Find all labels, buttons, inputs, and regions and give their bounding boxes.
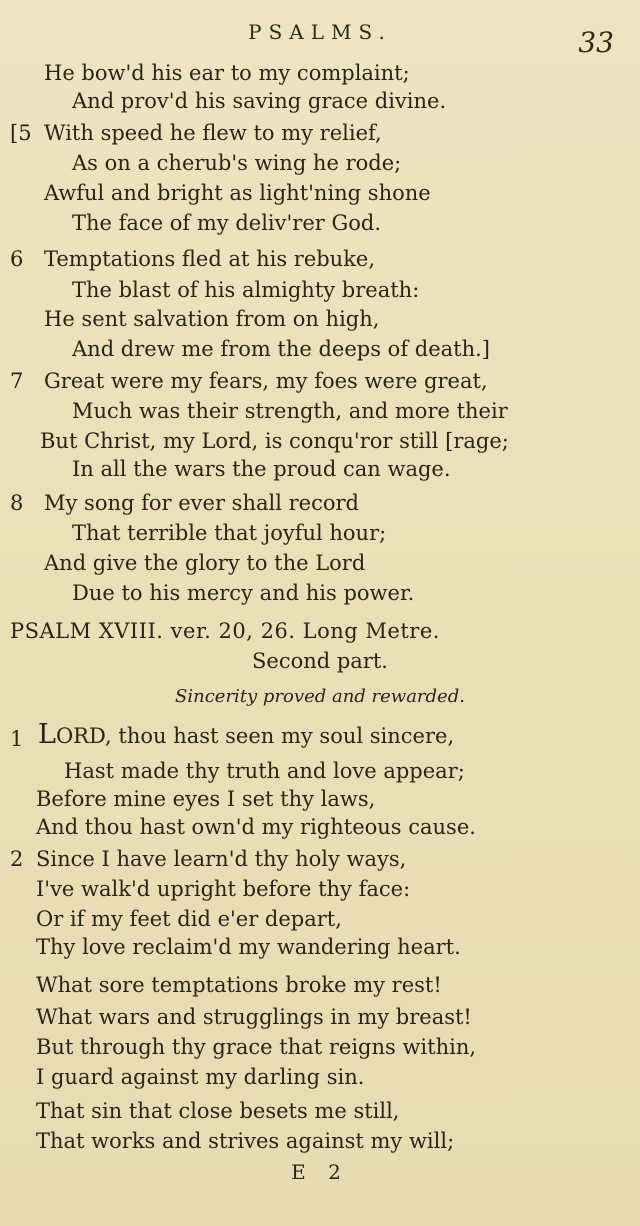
verse-line: He sent salvation from on high, — [44, 307, 380, 331]
verse-line: That works and strives against my will; — [36, 1129, 455, 1153]
verse-line: The face of my deliv'rer God. — [72, 211, 381, 235]
verse-line: What wars and strugglings in my breast! — [36, 1005, 472, 1029]
verse-line: My song for ever shall record — [44, 491, 359, 515]
psalm-heading: PSALM XVIII. ver. 20, 26. Long Metre. — [10, 619, 440, 643]
stanza-number: 1 — [10, 727, 24, 751]
verse-line: Before mine eyes I set thy laws, — [36, 787, 376, 811]
verse-line: Great were my fears, my foes were great, — [44, 369, 488, 393]
verse-line: Temptations fled at his rebuke, — [44, 247, 376, 271]
verse-line: Or if my feet did e'er depart, — [36, 907, 342, 931]
verse-line: That sin that close besets me still, — [36, 1099, 400, 1123]
verse-line: Hast made thy truth and love appear; — [64, 759, 465, 783]
verse-line: And give the glory to the Lord — [44, 551, 366, 575]
stanza-number: 6 — [10, 247, 24, 271]
verse-line: But Christ, my Lord, is conqu'ror still [rage; — [40, 429, 509, 453]
verse-line-with-dropcap — [38, 719, 455, 750]
running-head: PSALMS. — [248, 20, 392, 44]
dropcap: L — [38, 719, 56, 750]
signature-mark: E 2 — [291, 1160, 349, 1184]
verse-line: And drew me from the deeps of death.] — [72, 337, 491, 361]
verse-line: What sore temptations broke my rest! — [36, 973, 442, 997]
verse-line: The blast of his almighty breath: — [72, 278, 420, 302]
psalm-part: Second part. — [252, 649, 388, 673]
psalm-subtitle: Sincerity proved and rewarded. — [175, 686, 465, 707]
verse-line: And prov'd his saving grace divine. — [72, 89, 447, 113]
verse-line: With speed he flew to my relief, — [44, 121, 382, 145]
verse-line: That terrible that joyful hour; — [72, 521, 387, 545]
verse-line: Due to his mercy and his power. — [72, 581, 415, 605]
stanza-number: 8 — [10, 491, 24, 515]
verse-line-text: ORD, thou hast seen my soul sincere, — [55, 724, 455, 748]
stanza-number: 2 — [10, 847, 24, 871]
verse-line: And thou hast own'd my righteous cause. — [36, 815, 476, 839]
verse-line: He bow'd his ear to my complaint; — [44, 61, 410, 85]
stanza-number: [5 — [10, 121, 32, 145]
verse-line: Thy love reclaim'd my wandering heart. — [36, 935, 461, 959]
page-number: 33 — [578, 26, 614, 59]
verse-line: As on a cherub's wing he rode; — [72, 151, 402, 175]
verse-line: Much was their strength, and more their — [72, 399, 508, 423]
verse-line: I've walk'd upright before thy face: — [36, 877, 411, 901]
verse-line: Awful and bright as light'ning shone — [44, 181, 431, 205]
verse-line: Since I have learn'd thy holy ways, — [36, 847, 407, 871]
verse-line: But through thy grace that reigns within, — [36, 1035, 477, 1059]
verse-line: In all the wars the proud can wage. — [72, 457, 451, 481]
stanza-number: 7 — [10, 369, 24, 393]
verse-line: I guard against my darling sin. — [36, 1065, 365, 1089]
